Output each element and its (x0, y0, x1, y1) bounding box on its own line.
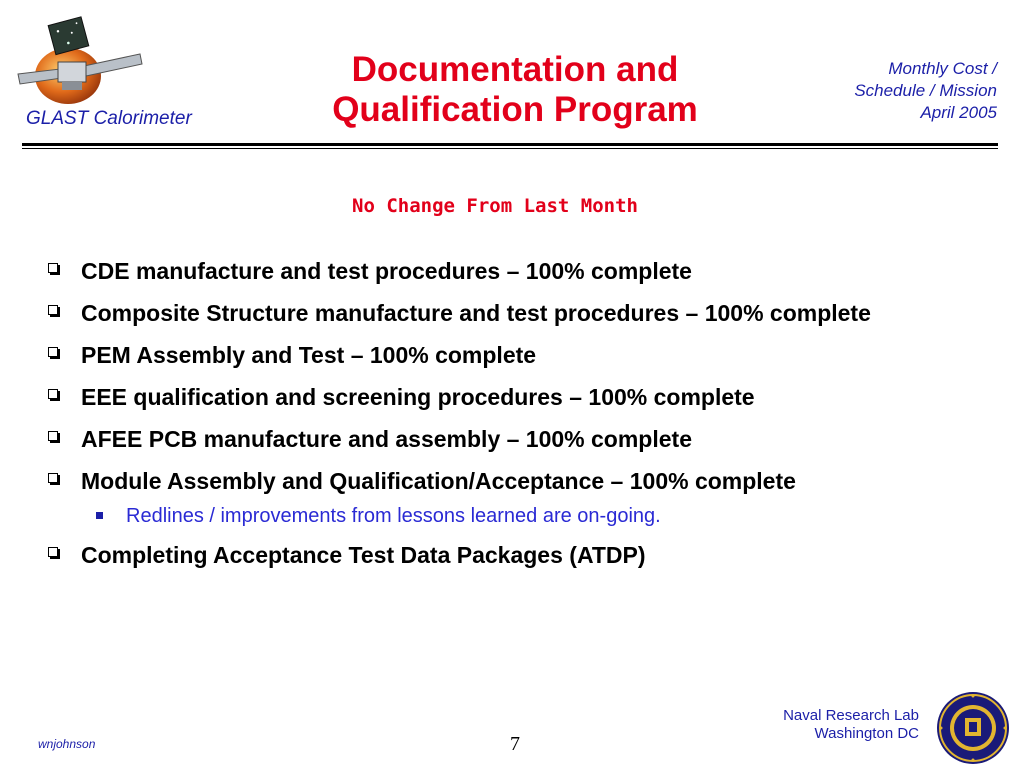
organization-name: GLAST Calorimeter (26, 108, 192, 129)
author-name: wnjohnson (38, 737, 96, 751)
checkbox-bullet-icon (48, 547, 58, 557)
checkbox-bullet-icon (48, 347, 58, 357)
title-line-1: Documentation and (351, 50, 679, 89)
page-number: 7 (510, 733, 520, 755)
header-divider-thick (22, 143, 998, 146)
square-bullet-icon (96, 512, 103, 519)
header-divider-thin (22, 148, 998, 149)
bullet-text: Composite Structure manufacture and test procedures – 100% complete (81, 300, 871, 326)
slide-title (270, 50, 760, 130)
checkbox-bullet-icon (48, 431, 58, 441)
title-line-2: Qualification Program (332, 90, 698, 129)
report-line-1: Monthly Cost / (888, 59, 997, 78)
report-date: April 2005 (920, 103, 997, 122)
glast-satellite-logo-icon (12, 14, 148, 106)
bullet-item (45, 338, 985, 372)
report-line-2: Schedule / Mission (854, 81, 997, 100)
bullet-text: PEM Assembly and Test – 100% complete (81, 342, 537, 368)
sub-bullet-item (45, 502, 985, 530)
checkbox-bullet-icon (48, 389, 58, 399)
bullet-text: Module Assembly and Qualification/Acceptance – 100% complete (81, 468, 796, 494)
status-notice: No Change From Last Month (352, 195, 638, 217)
bullet-item (45, 464, 985, 498)
bullet-text: Completing Acceptance Test Data Packages (ATDP) (81, 542, 646, 568)
report-info (854, 58, 997, 124)
checkbox-bullet-icon (48, 473, 58, 483)
bullet-text: AFEE PCB manufacture and assembly – 100% complete (81, 426, 692, 452)
lab-line-1: Naval Research Lab (783, 707, 919, 724)
bullet-item (45, 254, 985, 288)
bullet-list (45, 254, 985, 580)
bullet-item (45, 538, 985, 572)
bullet-item (45, 380, 985, 414)
lab-line-2: Washington DC (814, 725, 919, 742)
sub-bullet-text: Redlines / improvements from lessons learned are on-going. (126, 505, 661, 527)
bullet-item (45, 422, 985, 456)
checkbox-bullet-icon (48, 263, 58, 273)
bullet-item (45, 296, 985, 330)
lab-name (783, 707, 919, 743)
bullet-text: EEE qualification and screening procedures – 100% complete (81, 384, 755, 410)
checkbox-bullet-icon (48, 305, 58, 315)
nrl-seal-icon (935, 690, 1011, 766)
bullet-text: CDE manufacture and test procedures – 100% complete (81, 258, 692, 284)
